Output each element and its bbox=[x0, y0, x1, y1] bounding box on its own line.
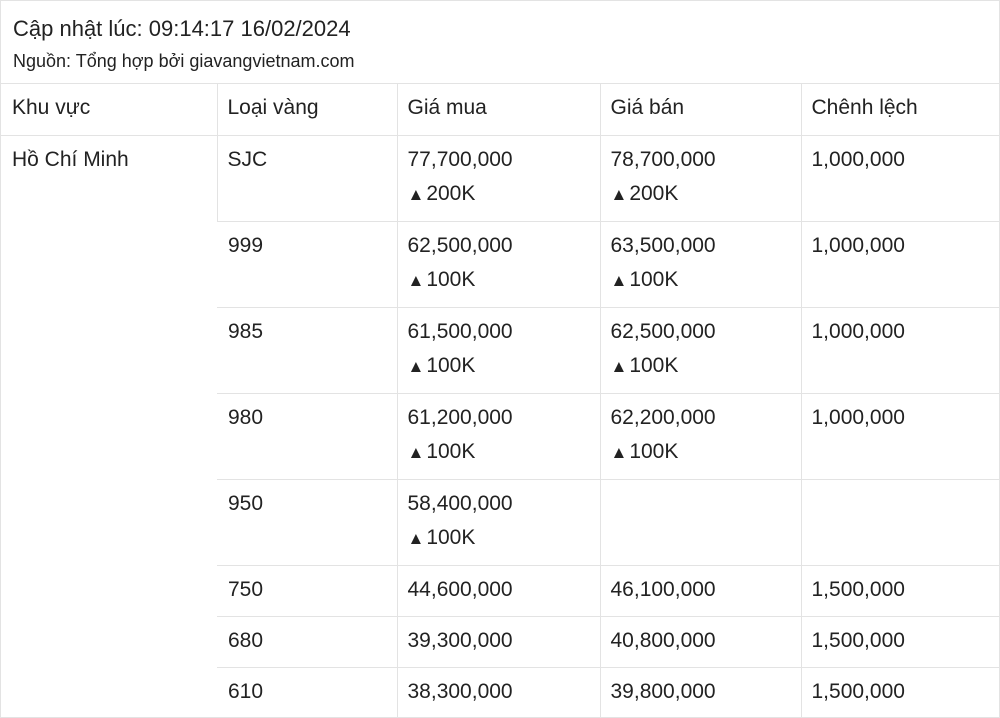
buy-price-change bbox=[408, 435, 600, 470]
buy-price-change bbox=[408, 263, 600, 298]
sell-price-value: 39,800,000 bbox=[610, 679, 716, 703]
header-sell-price: Giá bán bbox=[600, 84, 801, 135]
buy-price-value: 44,600,000 bbox=[407, 577, 513, 601]
buy-price-change-amount: 200K bbox=[426, 181, 476, 205]
buy-price-change-amount: 100K bbox=[426, 353, 476, 377]
header-buy-price: Giá mua bbox=[397, 84, 600, 135]
sell-price bbox=[600, 616, 801, 667]
buy-price-value: 61,200,000 bbox=[407, 405, 513, 429]
sell-price-change-amount: 100K bbox=[629, 439, 679, 463]
buy-price bbox=[397, 393, 600, 479]
buy-price bbox=[397, 135, 600, 221]
update-time: Cập nhật lúc: 09:14:17 16/02/2024 bbox=[13, 16, 351, 41]
sell-price-value: 78,700,000 bbox=[610, 147, 716, 171]
source-note: Nguồn: Tổng hợp bởi giavangvietnam.com bbox=[13, 51, 355, 71]
buy-price-value: 61,500,000 bbox=[407, 319, 513, 343]
up-arrow-icon: ▲ bbox=[407, 442, 425, 462]
buy-price bbox=[397, 479, 600, 565]
up-arrow-icon: ▲ bbox=[407, 356, 425, 376]
difference-cell: 1,500,000 bbox=[801, 565, 999, 616]
buy-price bbox=[397, 221, 600, 307]
buy-price bbox=[397, 565, 600, 616]
buy-price-value: 38,300,000 bbox=[407, 679, 513, 703]
up-arrow-icon: ▲ bbox=[407, 270, 425, 290]
up-arrow-icon: ▲ bbox=[610, 270, 628, 290]
buy-price bbox=[397, 307, 600, 393]
sell-price-value: 63,500,000 bbox=[610, 233, 716, 257]
sell-price-value: 40,800,000 bbox=[610, 628, 716, 652]
up-arrow-icon: ▲ bbox=[407, 184, 425, 204]
header-difference: Chênh lệch bbox=[801, 84, 999, 135]
table-header-row bbox=[1, 84, 999, 135]
gold-type-cell: 950 bbox=[217, 479, 397, 565]
gold-type-cell: 680 bbox=[217, 616, 397, 667]
gold-type-cell: SJC bbox=[217, 135, 397, 221]
buy-price bbox=[397, 667, 600, 718]
buy-price-change bbox=[408, 349, 600, 384]
buy-price-value: 58,400,000 bbox=[407, 491, 513, 515]
difference-cell: 1,500,000 bbox=[801, 616, 999, 667]
buy-price-change bbox=[408, 177, 600, 212]
table-row bbox=[1, 135, 999, 221]
up-arrow-icon: ▲ bbox=[610, 184, 628, 204]
sell-price-change-amount: 100K bbox=[629, 353, 679, 377]
table-caption bbox=[1, 1, 999, 84]
up-arrow-icon: ▲ bbox=[610, 356, 628, 376]
sell-price-change-amount: 200K bbox=[629, 181, 679, 205]
difference-cell: 1,000,000 bbox=[801, 393, 999, 479]
up-arrow-icon: ▲ bbox=[407, 528, 425, 548]
sell-price-change bbox=[611, 177, 801, 212]
table-body bbox=[1, 135, 999, 718]
buy-price-change bbox=[408, 521, 600, 556]
sell-price bbox=[600, 307, 801, 393]
sell-price bbox=[600, 565, 801, 616]
gold-type-cell: 999 bbox=[217, 221, 397, 307]
sell-price bbox=[600, 221, 801, 307]
gold-type-cell: 610 bbox=[217, 667, 397, 718]
gold-type-cell: 980 bbox=[217, 393, 397, 479]
buy-price-change-amount: 100K bbox=[426, 525, 476, 549]
sell-price-change-amount: 100K bbox=[629, 267, 679, 291]
difference-cell bbox=[801, 479, 999, 565]
buy-price-value: 62,500,000 bbox=[407, 233, 513, 257]
difference-cell: 1,500,000 bbox=[801, 667, 999, 718]
sell-price-change bbox=[611, 349, 801, 384]
region-cell: Hồ Chí Minh bbox=[1, 135, 217, 718]
gold-type-cell: 750 bbox=[217, 565, 397, 616]
difference-cell: 1,000,000 bbox=[801, 221, 999, 307]
sell-price bbox=[600, 667, 801, 718]
difference-cell: 1,000,000 bbox=[801, 307, 999, 393]
buy-price-value: 39,300,000 bbox=[407, 628, 513, 652]
gold-price-table bbox=[1, 84, 999, 718]
difference-cell: 1,000,000 bbox=[801, 135, 999, 221]
buy-price-value: 77,700,000 bbox=[407, 147, 513, 171]
buy-price-change-amount: 100K bbox=[426, 439, 476, 463]
sell-price bbox=[600, 479, 801, 565]
sell-price bbox=[600, 135, 801, 221]
sell-price-change bbox=[611, 435, 801, 470]
buy-price bbox=[397, 616, 600, 667]
buy-price-change-amount: 100K bbox=[426, 267, 476, 291]
sell-price bbox=[600, 393, 801, 479]
gold-type-cell: 985 bbox=[217, 307, 397, 393]
header-region: Khu vực bbox=[12, 96, 91, 119]
up-arrow-icon: ▲ bbox=[610, 442, 628, 462]
sell-price-change bbox=[611, 263, 801, 298]
header-gold-type: Loại vàng bbox=[217, 84, 397, 135]
sell-price-value: 62,200,000 bbox=[610, 405, 716, 429]
sell-price-value: 46,100,000 bbox=[610, 577, 716, 601]
sell-price-value: 62,500,000 bbox=[610, 319, 716, 343]
